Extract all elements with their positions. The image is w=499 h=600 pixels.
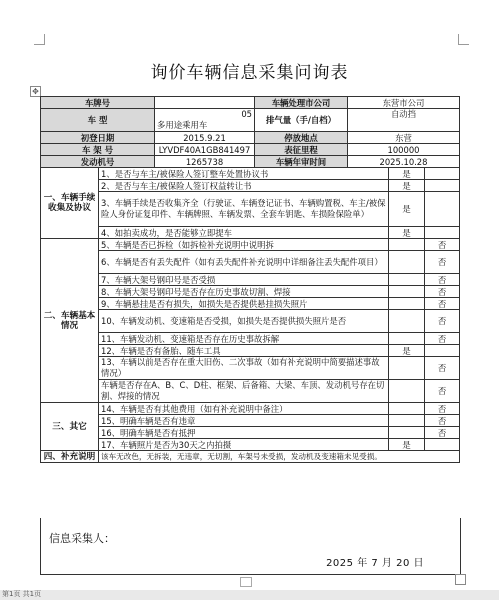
table-row	[41, 227, 460, 239]
odometer-label: 表征里程	[255, 144, 348, 156]
question-text: 17、车辆照片是否为30天之内拍摄	[99, 439, 389, 451]
answer-yes[interactable]	[389, 286, 425, 298]
table-row	[41, 109, 460, 132]
answer-no[interactable]: 否	[425, 286, 460, 298]
section-3-label: 三、其它	[41, 403, 99, 451]
answer-yes[interactable]	[389, 239, 425, 251]
question-text: 14、车辆是否有其他费用（如有补充说明中备注）	[99, 403, 389, 415]
answer-yes[interactable]: 是	[389, 227, 425, 239]
question-text: 11、车辆发动机、变速箱是否存在历史事故拆解	[99, 333, 389, 345]
table-move-handle[interactable]: ✥	[30, 86, 41, 97]
table-row	[41, 274, 460, 286]
first-reg-value[interactable]: 2015.9.21	[155, 132, 255, 144]
question-text: 15、明确车辆是否有违章	[99, 415, 389, 427]
table-row	[41, 357, 460, 380]
answer-yes[interactable]	[389, 298, 425, 310]
disposal-company-label: 车辆处理市公司	[255, 97, 348, 109]
table-row	[41, 310, 460, 333]
answer-no[interactable]: 否	[425, 427, 460, 439]
paste-options-icon[interactable]	[240, 577, 252, 587]
table-row	[41, 286, 460, 298]
question-text: 8、车辆大架号钢印号是否存在历史事故切割、焊接	[99, 286, 389, 298]
section-2-label: 二、车辆基本情况	[41, 239, 99, 403]
question-text: 7、车辆大架号钢印号是否受损	[99, 274, 389, 286]
answer-yes[interactable]	[389, 310, 425, 333]
answer-no[interactable]	[425, 168, 460, 180]
table-row	[41, 333, 460, 345]
question-text: 9、车辆悬挂是否有损失，如损失是否提供悬挂损失照片	[99, 298, 389, 310]
answer-yes[interactable]	[389, 333, 425, 345]
table-row	[41, 144, 460, 156]
table-row	[41, 380, 460, 403]
table-row	[41, 132, 460, 144]
table-row	[41, 251, 460, 274]
answer-no[interactable]	[425, 345, 460, 357]
answer-no[interactable]: 否	[425, 357, 460, 380]
inquiry-form-table	[40, 96, 460, 463]
first-reg-label: 初登日期	[41, 132, 155, 144]
answer-yes[interactable]	[389, 403, 425, 415]
question-text: 车辆是否存在A、B、C、D柱、框架、后备箱、大梁、车顶、发动机号存在切割、焊接的情况	[99, 380, 389, 403]
plate-value[interactable]	[155, 97, 255, 109]
model-value[interactable]	[155, 109, 255, 132]
question-text: 10、车辆发动机、变速箱是否受损，如损失是否提供损失照片是否	[99, 310, 389, 333]
collector-area	[40, 518, 461, 575]
page-corner-mark	[34, 34, 45, 45]
answer-no[interactable]: 否	[425, 251, 460, 274]
table-row	[41, 192, 460, 227]
page-corner-mark	[458, 34, 469, 45]
answer-yes[interactable]: 是	[389, 168, 425, 180]
answer-no[interactable]: 否	[425, 415, 460, 427]
odometer-value[interactable]: 100000	[348, 144, 460, 156]
vin-value[interactable]: LYVDF40A1GB841497	[155, 144, 255, 156]
model-label: 车 型	[41, 109, 155, 132]
park-label: 停放地点	[255, 132, 348, 144]
section-1-label: 一、车辆手续收集及协议	[41, 168, 99, 239]
answer-no[interactable]: 否	[425, 298, 460, 310]
question-text: 13、车辆以前是否存在重大旧伤、二次事故（如有补充说明中简要描述事故情况）	[99, 357, 389, 380]
answer-yes[interactable]	[389, 427, 425, 439]
table-row	[41, 156, 460, 168]
answer-yes[interactable]: 是	[389, 439, 425, 451]
model-value-line1: 05	[241, 109, 252, 119]
question-text: 6、车辆是否有丢失配件（如有丢失配件补充说明中详细备注丢失配件项目）	[99, 251, 389, 274]
collector-label: 信息采集人：	[49, 532, 115, 545]
engine-label: 发动机号	[41, 156, 155, 168]
status-bar	[0, 590, 499, 600]
inspection-label: 车辆年审时间	[255, 156, 348, 168]
table-row	[41, 239, 460, 251]
park-value[interactable]: 东营	[348, 132, 460, 144]
table-row	[41, 97, 460, 109]
table-row	[41, 168, 460, 180]
table-row	[41, 439, 460, 451]
table-row	[41, 403, 460, 415]
answer-no[interactable]: 否	[425, 380, 460, 403]
answer-yes[interactable]	[389, 274, 425, 286]
answer-yes[interactable]	[389, 415, 425, 427]
table-row	[41, 345, 460, 357]
question-text: 4、如拍卖成功，是否能够立即提车	[99, 227, 389, 239]
displacement-value[interactable]: 自动挡	[348, 109, 460, 132]
engine-value[interactable]: 1265738	[155, 156, 255, 168]
answer-no[interactable]	[425, 439, 460, 451]
question-text: 16、明确车辆是否有抵押	[99, 427, 389, 439]
status-text: 第1页 共1页	[2, 590, 42, 598]
answer-no[interactable]: 否	[425, 310, 460, 333]
answer-no[interactable]	[425, 227, 460, 239]
vin-label: 车 架 号	[41, 144, 155, 156]
answer-no[interactable]	[425, 192, 460, 227]
answer-no[interactable]	[425, 180, 460, 192]
inspection-value[interactable]: 2025.10.28	[348, 156, 460, 168]
table-row	[41, 415, 460, 427]
answer-yes[interactable]: 是	[389, 345, 425, 357]
model-value-line2: 多用途乘用车	[157, 120, 208, 130]
sign-date: 2025 年 7 月 20 日	[326, 558, 424, 569]
table-row	[41, 427, 460, 439]
page-title: 询价车辆信息采集问询表	[150, 63, 349, 83]
answer-yes[interactable]: 是	[389, 192, 425, 227]
disposal-company-value[interactable]: 东营市公司	[348, 97, 460, 109]
question-text: 12、车辆是否有备胎、随车工具	[99, 345, 389, 357]
plate-label: 车牌号	[41, 97, 155, 109]
answer-yes[interactable]	[389, 380, 425, 403]
answer-no[interactable]: 否	[425, 333, 460, 345]
section-4-label: 四、补充说明	[41, 451, 99, 463]
question-text: 3、车辆手续是否收集齐全（行驶证、车辆登记证书、车辆购置税、车主/被保险人身份证复印件、车辆牌照、车辆发票、全套车钥匙、车损险保险单）	[99, 192, 389, 227]
question-text: 1、是否与车主/被保险人签订整车处置协议书	[99, 168, 389, 180]
table-resize-handle[interactable]	[455, 574, 466, 585]
supplement-text[interactable]: 该车无改色，无拆装，无违章，无切割，车架号未受损，发动机及变速箱未见受损。	[99, 451, 460, 463]
answer-no[interactable]: 否	[425, 403, 460, 415]
table-row	[41, 451, 460, 463]
answer-no[interactable]: 否	[425, 239, 460, 251]
answer-no[interactable]: 否	[425, 274, 460, 286]
table-row	[41, 180, 460, 192]
answer-yes[interactable]	[389, 357, 425, 380]
displacement-label: 排气量（手/自档）	[255, 109, 348, 132]
question-text: 5、车辆是否已拆检（如拆检补充说明中说明拆	[99, 239, 389, 251]
table-row	[41, 298, 460, 310]
question-text: 2、是否与车主/被保险人签订权益转让书	[99, 180, 389, 192]
answer-yes[interactable]: 是	[389, 180, 425, 192]
answer-yes[interactable]	[389, 251, 425, 274]
